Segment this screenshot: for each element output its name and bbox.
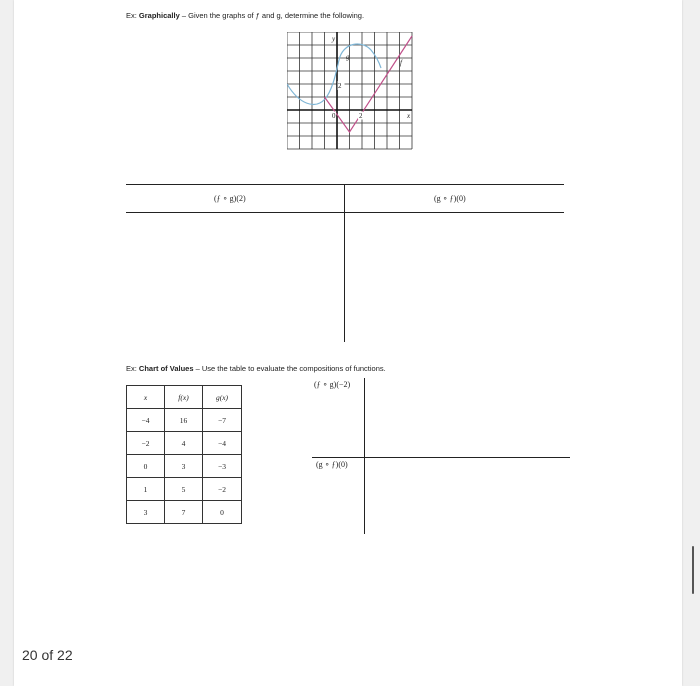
table-header-row: [127, 386, 242, 409]
table-row: [127, 455, 242, 478]
curve-g-label: g: [346, 53, 350, 61]
cell-x: 1: [127, 478, 165, 501]
cell-gx: 0: [203, 501, 242, 524]
header-gx: g(x): [203, 386, 242, 409]
header-x: x: [127, 386, 165, 409]
values-table: [126, 385, 242, 524]
answer-grid2-middle-line: [312, 457, 570, 458]
x-axis-label: x: [407, 112, 411, 120]
cell-x: 3: [127, 501, 165, 524]
answer-grid2-divider: [364, 378, 365, 534]
header-fx: f(x): [165, 386, 203, 409]
curve-g: [287, 44, 381, 104]
cell-fx: 16: [165, 409, 203, 432]
table-row: [127, 432, 242, 455]
example-chart-heading: Ex: Chart of Values – Use the table to evaluate the compositions of functions.: [126, 364, 386, 373]
page-indicator: 20 of 22: [22, 647, 73, 663]
cell-x: 0: [127, 455, 165, 478]
cell-gx: −2: [203, 478, 242, 501]
cell-fx: 4: [165, 432, 203, 455]
cell-fx: 5: [165, 478, 203, 501]
table-row: [127, 478, 242, 501]
cell-gx: −4: [203, 432, 242, 455]
y-tick-label: 2: [338, 82, 342, 90]
gof-at-0-label-2: (g ∘ ƒ)(0): [316, 460, 348, 469]
cell-gx: −3: [203, 455, 242, 478]
cell-fx: 3: [165, 455, 203, 478]
y-axis-label: y: [332, 35, 336, 43]
table-row: [127, 409, 242, 432]
cell-x: −2: [127, 432, 165, 455]
graph-svg: [287, 32, 415, 150]
scrollbar-thumb[interactable]: [692, 546, 694, 594]
cell-gx: −7: [203, 409, 242, 432]
gof-at-0-label: (g ∘ ƒ)(0): [434, 194, 466, 203]
fog-at-neg2-label: (ƒ ∘ g)(−2): [314, 380, 351, 389]
curve-f-label: f: [400, 59, 402, 67]
answer-grid-top-line: [126, 184, 564, 185]
cell-x: −4: [127, 409, 165, 432]
example-graphically-heading: Ex: Graphically – Given the graphs of ƒ and g, determine the following.: [126, 11, 365, 20]
cell-fx: 7: [165, 501, 203, 524]
function-graph: [287, 32, 415, 155]
answer-grid-header-line: [126, 212, 564, 213]
x-tick-label: 2: [359, 112, 363, 120]
fog-at-2-label: (ƒ ∘ g)(2): [214, 194, 246, 203]
origin-label: 0: [332, 112, 336, 120]
answer-grid-divider: [344, 184, 345, 342]
table-row: [127, 501, 242, 524]
